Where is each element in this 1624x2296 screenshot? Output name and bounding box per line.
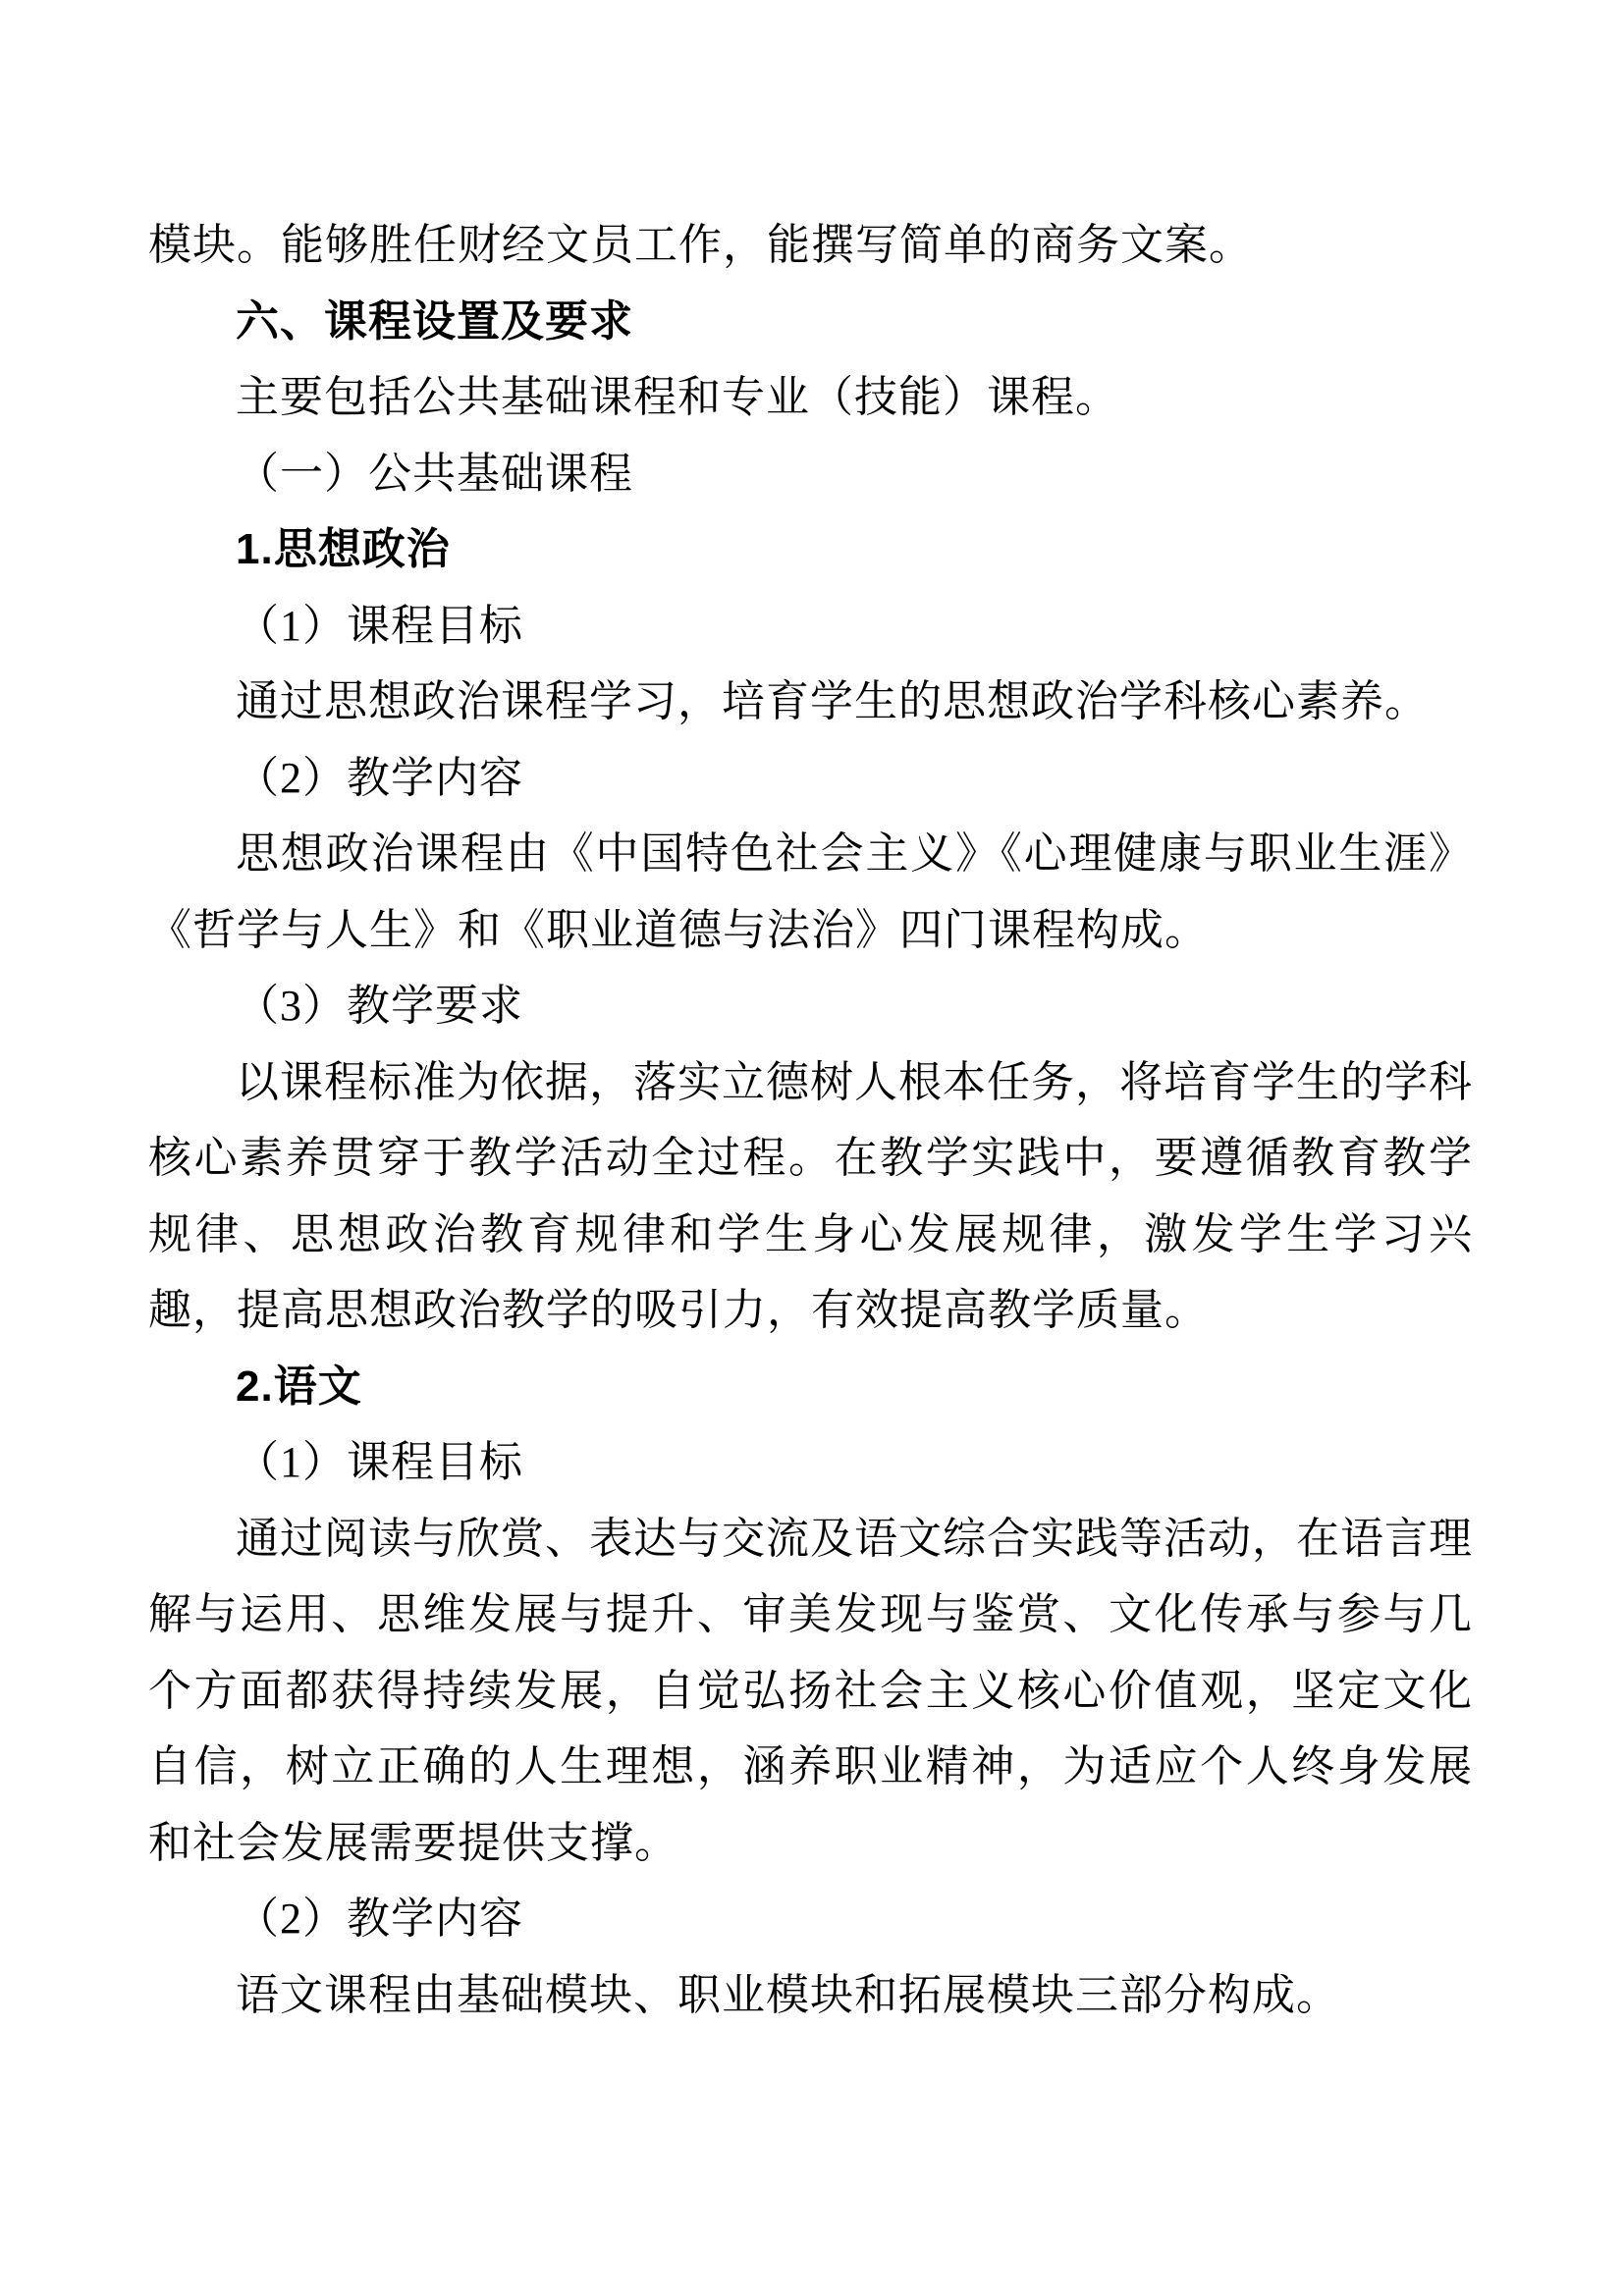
section-heading: 2.语文	[236, 1362, 362, 1411]
paragraph: 通过阅读与欣赏、表达与交流及语文综合实践等活动，在语言理解与运用、思维发展与提升、审美发现与鉴赏、文化传承与参与几个方面都获得持续发展，自觉弘扬社会主义核心价值观，坚定文化自信，树立正确的人生理想，涵养职业精神，为适应个人终身发展和社会发展需要提供支撑。	[148, 1514, 1473, 1867]
paragraph: （1）课程目标	[236, 1438, 523, 1486]
paragraph: （2）教学内容	[236, 753, 523, 802]
paragraph: 以课程标准为依据，落实立德树人根本任务，将培育学生的学科核心素养贯穿于教学活动全过程。在教学实践中，要遵循教育教学规律、思想政治教育规律和学生身心发展规律，激发学生学习兴趣，提高思想政治教学的吸引力，有效提高教学质量。	[148, 1057, 1473, 1334]
paragraph: 通过思想政治课程学习，培育学生的思想政治学科核心素养。	[236, 677, 1429, 725]
document-body	[148, 207, 1473, 2033]
paragraph: （一）公共基础课程	[236, 449, 633, 498]
paragraph: （1）课程目标	[236, 601, 523, 650]
paragraph: （3）教学要求	[236, 982, 523, 1030]
paragraph: 主要包括公共基础课程和专业（技能）课程。	[236, 373, 1119, 421]
paragraph: 模块。能够胜任财经文员工作，能撰写简单的商务文案。	[148, 221, 1253, 269]
paragraph: 思想政治课程由《中国特色社会主义》《心理健康与职业生涯》《哲学与人生》和《职业道德与法治》四门课程构成。	[148, 829, 1473, 954]
paragraph: 语文课程由基础模块、职业模块和拓展模块三部分构成。	[236, 1970, 1340, 2019]
section-heading: 六、课程设置及要求	[236, 296, 633, 346]
section-heading: 1.思想政治	[236, 525, 451, 573]
paragraph: （2）教学内容	[236, 1895, 523, 1943]
